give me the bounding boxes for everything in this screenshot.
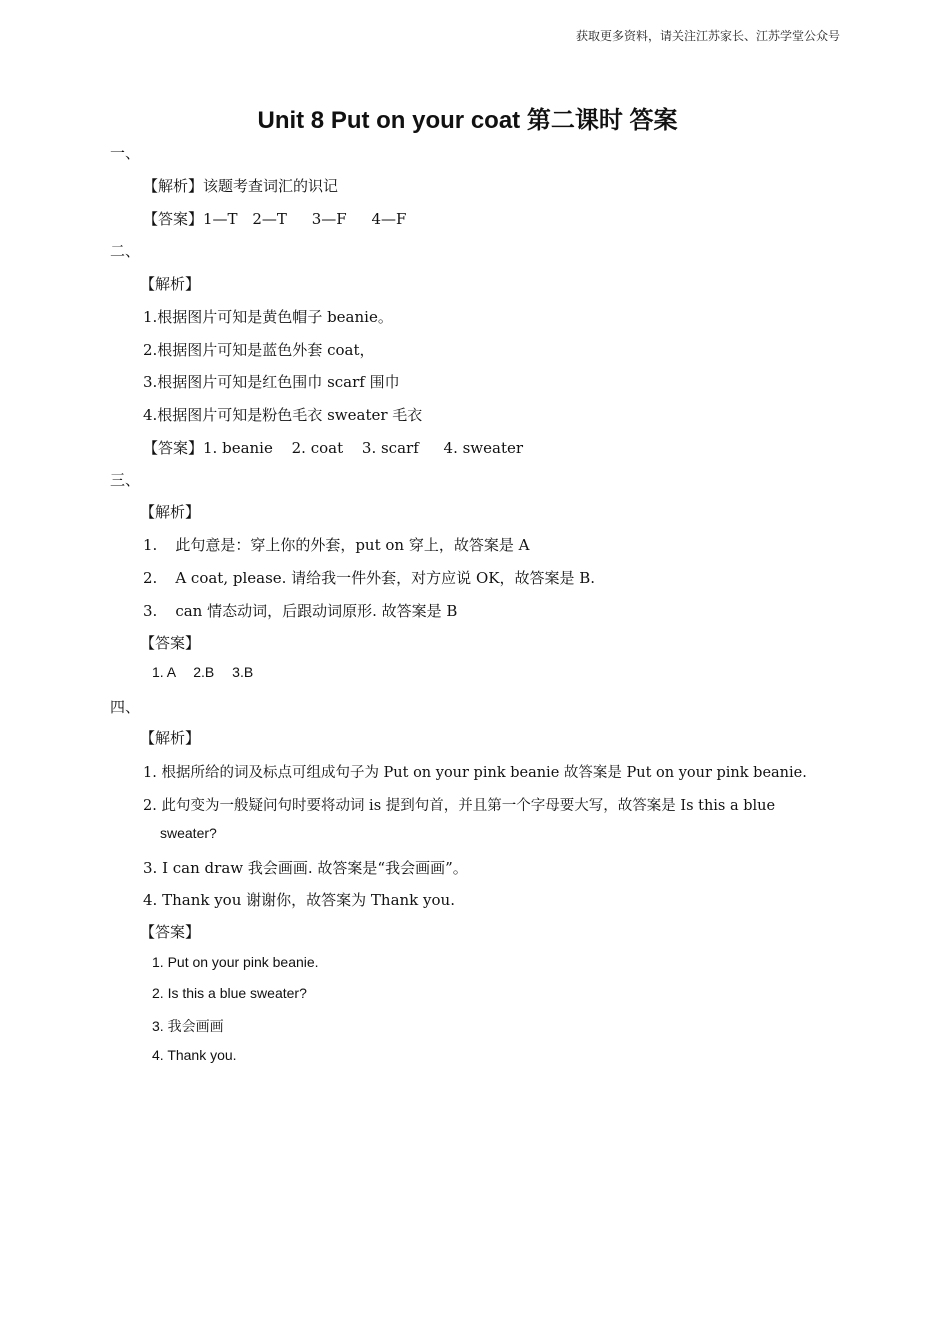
item-text: A coat, please. 请给我一件外套，对方应说 OK，故答案是 B. <box>175 569 596 587</box>
answer-item: 2. coat <box>291 439 344 457</box>
section-4-analysis-label: 【解析】 <box>140 729 201 747</box>
answer-item: 4. sweater <box>443 439 524 457</box>
section-3-analysis-label: 【解析】 <box>140 503 201 521</box>
item-number: 1. <box>143 536 158 554</box>
section-4-answer: 2. Is this a blue sweater? <box>152 985 307 1001</box>
section-3-item <box>143 600 457 621</box>
section-2-line: 1.根据图片可知是黄色帽子 beanie。 <box>143 308 393 326</box>
section-4-answer: 1. Put on your pink beanie. <box>152 954 319 970</box>
answer-item: 3—F <box>311 210 347 228</box>
answer-item: 3. scarf <box>361 439 419 457</box>
answer-item: 1. beanie <box>203 439 273 457</box>
section-1-answer-row <box>143 208 406 229</box>
section-1-analysis: 【解析】该题考查词汇的识记 <box>143 177 339 195</box>
section-2-answer-row <box>143 437 523 458</box>
answer-label: 【答案】 <box>143 439 204 457</box>
answer-item: 1. A <box>152 664 176 680</box>
page-title: Unit 8 Put on your coat 第二课时 答案 <box>257 107 678 134</box>
section-4-line: 4. Thank you 谢谢你，故答案为 Thank you. <box>143 891 455 909</box>
item-number: 3. <box>143 602 158 620</box>
section-4-answer: 4. Thank you. <box>152 1047 237 1063</box>
section-2-line: 4.根据图片可知是粉色毛衣 sweater 毛衣 <box>143 406 423 424</box>
answer-item: 3.B <box>232 664 254 680</box>
item-number: 2. <box>143 569 158 587</box>
section-4-answer: 3. 我会画画 <box>152 1018 224 1034</box>
answer-item: 4—F <box>371 210 407 228</box>
section-3-item <box>143 567 595 588</box>
section-2-heading: 二、 <box>110 242 141 260</box>
section-4-heading: 四、 <box>110 698 141 716</box>
section-2-line: 3.根据图片可知是红色围巾 scarf 围巾 <box>143 373 400 391</box>
item-text: can 情态动词，后跟动词原形. 故答案是 B <box>175 602 458 620</box>
answer-item: 2.B <box>193 664 215 680</box>
section-4-line: 2. 此句变为一般疑问句时要将动词 is 提到句首，并且第一个字母要大写，故答案是 Is this a blue <box>143 798 776 814</box>
section-4-line: 1. 根据所给的词及标点可组成句子为 Put on your pink beanie 故答案是 Put on your pink beanie. <box>143 765 807 781</box>
section-3-item <box>143 534 529 555</box>
header-note: 获取更多资料，请关注江苏家长、江苏学堂公众号 <box>575 29 840 43</box>
item-text: 此句意是：穿上你的外套，put on 穿上，故答案是 A <box>175 536 530 554</box>
answer-label: 【答案】 <box>143 210 204 228</box>
answer-item: 1—T <box>203 210 238 228</box>
section-1-heading: 一、 <box>110 144 141 162</box>
section-3-answer-label: 【答案】 <box>140 634 201 652</box>
answer-item: 2—T <box>252 210 287 228</box>
section-2-analysis-label: 【解析】 <box>140 275 201 293</box>
section-4-line-continued: sweater? <box>160 825 217 841</box>
section-4-answer-label: 【答案】 <box>140 923 201 941</box>
section-4-line: 3. I can draw 我会画画. 故答案是“我会画画”。 <box>143 859 468 877</box>
section-3-answer-row <box>152 664 253 680</box>
section-3-heading: 三、 <box>110 471 141 489</box>
section-2-line: 2.根据图片可知是蓝色外套 coat， <box>143 341 375 359</box>
